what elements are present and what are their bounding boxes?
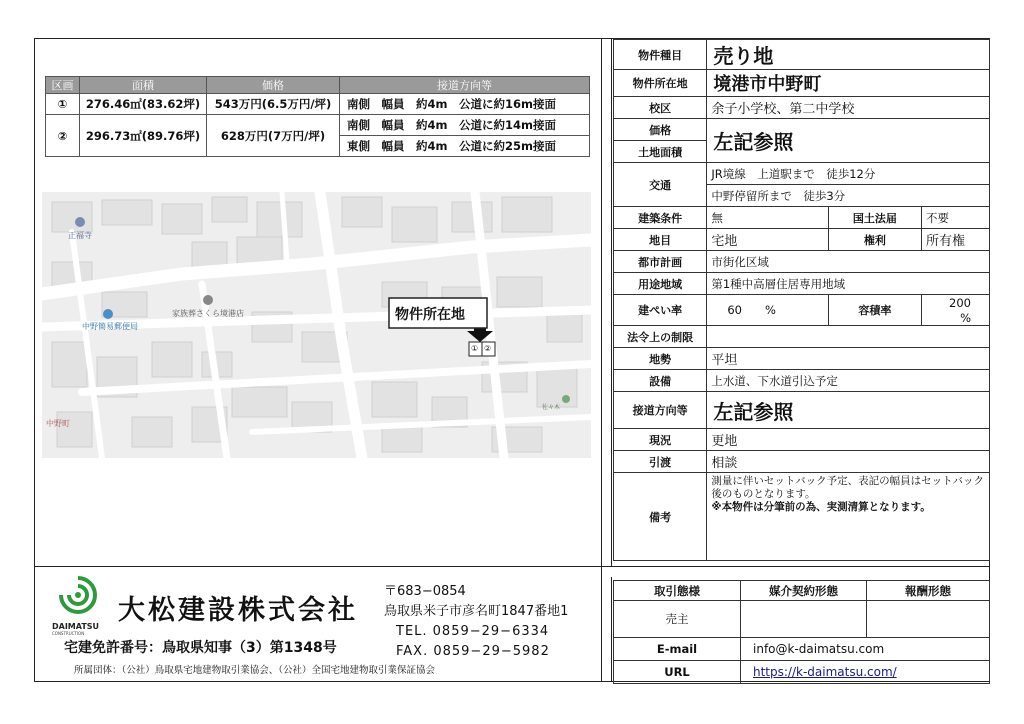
price: 左記参照	[707, 119, 990, 163]
building-label: 建築条件	[614, 207, 707, 229]
park-label: 佐々木	[542, 404, 561, 411]
company-logo	[52, 574, 104, 636]
email-link[interactable]: info@k-daimatsu.com	[741, 638, 990, 661]
traffic-label: 交通	[614, 163, 707, 207]
zoning-label: 用途地域	[614, 273, 707, 295]
city-plan-label: 都市計画	[614, 251, 707, 273]
transaction-type: 売主	[614, 601, 741, 638]
daimatsu-logo-icon	[52, 574, 104, 620]
header-road: 接道方向等	[340, 77, 590, 94]
remarks-label: 備考	[614, 473, 707, 561]
map-callout: 物件所在地	[395, 307, 465, 323]
transaction-table	[613, 580, 990, 684]
property-table	[613, 39, 994, 561]
zip: 〒683−0854	[384, 584, 466, 599]
terrain: 平坦	[707, 348, 990, 370]
post-office-pin-icon	[103, 309, 113, 319]
legal-label: 法令上の制限	[614, 326, 707, 348]
status-label: 現況	[614, 429, 707, 451]
fee-type	[867, 601, 990, 638]
section-area: 296.73㎡(89.76坪)	[80, 115, 207, 157]
chimoku-label: 地目	[614, 229, 707, 251]
far-label: 容積率	[828, 295, 921, 326]
property-type: 売り地	[707, 40, 990, 70]
lot-2-label: ②	[484, 344, 492, 353]
header-section: 区画	[46, 77, 80, 94]
funeral-hall-pin-icon	[203, 295, 213, 305]
chimoku: 宅地	[707, 229, 828, 251]
bcr: 60 %	[707, 295, 828, 326]
address: 鳥取県米子市彦名町1847番地1	[384, 604, 569, 619]
header-price: 価格	[207, 77, 340, 94]
section-road: 南側 幅員 約4m 公道に約14m接面	[340, 115, 590, 136]
remarks-2: ※本物件は分筆前の為、実測清算となります。	[711, 501, 931, 513]
section-table	[45, 76, 590, 157]
facilities: 上水道、下水道引込予定	[707, 370, 990, 392]
type-label: 物件種目	[614, 40, 707, 70]
national-label: 国土法届	[828, 207, 921, 229]
land-area-label: 土地面積	[614, 141, 707, 163]
divider	[601, 566, 602, 682]
status: 更地	[707, 429, 990, 451]
divider	[611, 39, 612, 566]
delivery: 相談	[707, 451, 990, 473]
section-no: ①	[46, 94, 80, 115]
terrain-label: 地勢	[614, 348, 707, 370]
city-plan: 市街化区域	[707, 251, 990, 273]
delivery-label: 引渡	[614, 451, 707, 473]
road-label: 接道方向等	[614, 392, 707, 429]
divider	[34, 566, 990, 567]
funeral-hall-label: 家族葬さくら境港店	[172, 309, 244, 318]
temple-label: 正福寺	[68, 231, 92, 240]
section-road: 南側 幅員 約4m 公道に約16m接面	[340, 94, 590, 115]
building-condition: 無	[707, 207, 828, 229]
section-road: 東側 幅員 約4m 公道に約25m接面	[340, 136, 590, 157]
fax: FAX. 0859−29−5982	[396, 644, 550, 659]
table-row	[46, 115, 590, 136]
tel: TEL. 0859−29−6334	[396, 624, 550, 639]
road: 左記参照	[707, 392, 990, 429]
association: 所属団体：（公社）鳥取県宅地建物取引業協会、（公社）全国宅地建物取引業保証協会	[74, 665, 436, 676]
company-name: 大松建設株式会社	[118, 595, 358, 626]
divider	[601, 39, 602, 566]
brand-name: DAIMATSU	[52, 622, 100, 631]
brand-sub: CONSTRUCTION	[52, 631, 85, 636]
bcr-label: 建ぺい率	[614, 295, 707, 326]
fee-type-header: 報酬形態	[867, 581, 990, 601]
legal	[707, 326, 990, 348]
temple-pin-icon	[75, 217, 85, 227]
town-label: 中野町	[46, 419, 70, 428]
email-label: E-mail	[614, 638, 741, 661]
traffic-2: 中野停留所まで 徒歩3分	[707, 185, 990, 207]
section-price: 628万円(7万円/坪)	[207, 115, 340, 157]
url-label: URL	[614, 661, 741, 684]
zoning: 第1種中高層住居専用地域	[707, 273, 990, 295]
contract-type	[741, 601, 867, 638]
national-report: 不要	[922, 207, 990, 229]
property-location: 境港市中野町	[707, 70, 990, 97]
section-area: 276.46㎡(83.62坪)	[80, 94, 207, 115]
facilities-label: 設備	[614, 370, 707, 392]
location-label: 物件所在地	[614, 70, 707, 97]
post-office-label: 中野簡易郵便局	[82, 322, 138, 331]
price-label: 価格	[614, 119, 707, 141]
school: 余子小学校、第二中学校	[707, 97, 990, 119]
far: 200 %	[922, 295, 990, 326]
transaction-type-header: 取引態様	[614, 581, 741, 601]
section-price: 543万円(6.5万円/坪)	[207, 94, 340, 115]
table-row	[46, 94, 590, 115]
school-label: 校区	[614, 97, 707, 119]
divider	[611, 577, 612, 682]
park-pin-icon	[562, 395, 570, 403]
company-address	[384, 582, 568, 662]
lot-1-label: ①	[471, 344, 479, 353]
rights: 所有権	[922, 229, 990, 251]
rights-label: 権利	[828, 229, 921, 251]
header-area: 面積	[80, 77, 207, 94]
location-map[interactable]	[42, 192, 591, 458]
remarks-1: 測量に伴いセットバック予定、表記の幅員はセットバック後のものとなります。	[711, 475, 984, 500]
contract-type-header: 媒介契約形態	[741, 581, 867, 601]
traffic-1: JR境線 上道駅まで 徒歩12分	[707, 163, 990, 185]
section-no: ②	[46, 115, 80, 157]
website-link[interactable]: https://k-daimatsu.com/	[741, 661, 990, 684]
license-number: 宅建免許番号：鳥取県知事（3）第1348号	[64, 640, 337, 656]
